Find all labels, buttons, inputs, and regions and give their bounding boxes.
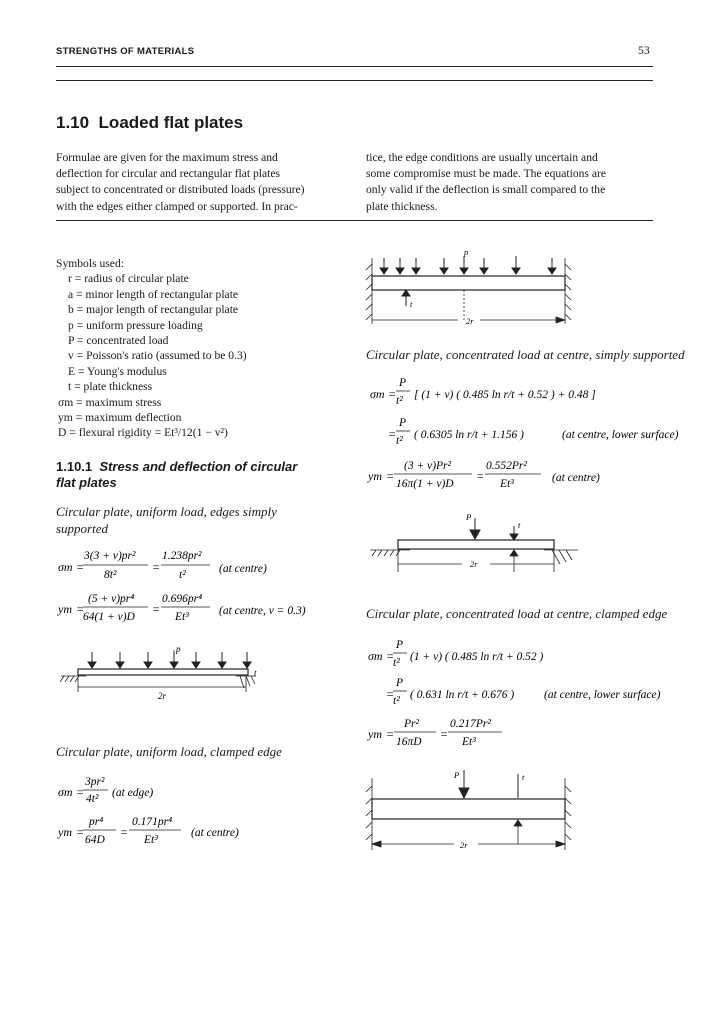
eq-sign: = xyxy=(76,602,85,616)
frac-den: 16πD xyxy=(396,736,422,748)
load-label: p xyxy=(176,644,181,654)
frac-den: 16π(1 + v)D xyxy=(396,478,454,490)
sigma-symbol: σm xyxy=(370,387,385,401)
load-label: P xyxy=(454,770,460,780)
frac-num: 0.696pr⁴ xyxy=(162,593,203,605)
symbol-item: σm = maximum stress xyxy=(58,395,162,409)
frac-num: 1.238pr² xyxy=(162,550,202,562)
page-number: 53 xyxy=(638,45,651,57)
frac-den: 8t² xyxy=(104,569,117,581)
frac-num: P xyxy=(399,417,407,429)
intro-right xyxy=(366,150,653,215)
frac-den: t² xyxy=(393,695,400,707)
frac-num: 0.552Pr² xyxy=(486,460,527,472)
eq-sign: = xyxy=(152,560,161,574)
eq-note: (at centre) xyxy=(552,472,600,484)
intro-line: subject to concentrated or distributed loads (pressure) xyxy=(56,183,305,197)
symbol-item: E = Young's modulus xyxy=(68,364,167,378)
frac-num: P xyxy=(399,377,407,389)
caption-line: supported xyxy=(56,521,108,536)
frac-den: Et³ xyxy=(500,478,514,490)
symbols-heading: Symbols used: xyxy=(56,257,124,270)
case1-diagram xyxy=(56,642,296,706)
eq-sign: = xyxy=(476,469,485,483)
load-label: p xyxy=(464,247,469,257)
case4-equations xyxy=(366,632,666,758)
symbol-item: a = minor length of rectangular plate xyxy=(68,287,239,301)
load-arrows xyxy=(470,518,518,540)
case3-diagram xyxy=(366,246,576,330)
header-rule-2 xyxy=(56,80,653,81)
eq-sign: = xyxy=(386,649,395,663)
eq-note: (at centre) xyxy=(219,563,267,575)
frac-den: t² xyxy=(396,395,403,407)
case4-diagram xyxy=(366,766,576,858)
eq-sign: = xyxy=(76,825,85,839)
intro-line: deflection for circular and rectangular flat plates xyxy=(56,167,281,181)
frac-num: 0.217Pr² xyxy=(450,718,491,730)
case3-caption: Circular plate, concentrated load at centre, simply supported xyxy=(366,347,685,362)
symbols-list xyxy=(56,256,346,441)
eq-sign: = xyxy=(76,560,85,574)
sigma-symbol: σm xyxy=(58,785,73,799)
eq-sign: = xyxy=(386,727,395,741)
load-arrow xyxy=(459,770,518,798)
eq-note: (at centre) xyxy=(191,827,239,839)
frac-den: t² xyxy=(179,569,186,581)
eq-sign: = xyxy=(76,785,85,799)
frac-den: t² xyxy=(393,657,400,669)
sigma-symbol: σm xyxy=(368,649,383,663)
thickness-label: t xyxy=(522,772,525,782)
y-symbol: ym xyxy=(58,825,72,839)
eq-sign: = xyxy=(152,602,161,616)
frac-num: 3(3 + v)pr² xyxy=(84,550,136,562)
subsection-heading xyxy=(56,459,297,491)
case2-caption: Circular plate, uniform load, clamped edge xyxy=(56,744,282,759)
y-symbol: ym xyxy=(58,602,72,616)
frac-den: 64(1 + v)D xyxy=(83,611,135,623)
frac-den: 64D xyxy=(85,834,105,846)
section-title xyxy=(56,113,243,133)
frac-num: pr⁴ xyxy=(89,816,104,828)
symbol-item: r = radius of circular plate xyxy=(68,272,189,286)
frac-num: 3pr² xyxy=(85,776,105,788)
eq-note: (at centre, lower surface) xyxy=(544,689,661,701)
thickness-label: t xyxy=(254,668,257,678)
span-label: 2r xyxy=(460,840,468,850)
frac-den: 4t² xyxy=(86,793,99,805)
eq-sign: = xyxy=(440,727,449,741)
running-title: STRENGTHS OF MATERIALS xyxy=(56,46,195,57)
section-title-text: Loaded flat plates xyxy=(98,113,244,132)
plate xyxy=(398,540,554,549)
eq-sign: = xyxy=(386,687,395,701)
frac-num: 0.171pr⁴ xyxy=(132,816,173,828)
frac-num: (3 + v)Pr² xyxy=(404,460,451,472)
eq-note: (at centre, lower surface) xyxy=(562,429,679,441)
thickness-label: t xyxy=(518,520,521,530)
intro-line: Formulae are given for the maximum stress and xyxy=(56,151,278,164)
symbol-item: v = Poisson's ratio (assumed to be 0.3) xyxy=(68,349,247,363)
frac-num: P xyxy=(396,677,404,689)
thickness-marker xyxy=(402,290,410,306)
symbol-item: p = uniform pressure loading xyxy=(68,318,203,332)
symbol-item: P = concentrated load xyxy=(68,334,169,348)
section-number: 1.10 xyxy=(56,113,90,132)
header-rule-1 xyxy=(56,66,653,67)
span-label: 2r xyxy=(158,691,167,701)
sigma-symbol: σm xyxy=(58,560,73,574)
y-symbol: ym xyxy=(368,469,382,483)
symbol-item: t = plate thickness xyxy=(68,380,153,394)
intro-rule xyxy=(56,220,653,221)
frac-den: Et³ xyxy=(175,611,189,623)
load-arrows xyxy=(380,256,556,274)
supports xyxy=(60,650,256,692)
caption-line: Circular plate, uniform load, edges simply xyxy=(56,504,277,519)
frac-num: P xyxy=(396,639,404,651)
frac-den: Et³ xyxy=(462,736,476,748)
plate xyxy=(372,799,565,819)
intro-line: some compromise must be made. The equations are xyxy=(366,167,606,181)
bracket-expression: ( 0.631 ln r/t + 0.676 ) xyxy=(410,689,515,701)
bracket-expression: [ (1 + v) ( 0.485 ln r/t + 0.52 ) + 0.48 ] xyxy=(414,389,596,401)
case3-equations xyxy=(366,370,679,500)
subsection-title-2: flat plates xyxy=(56,475,117,490)
span-label: 2r xyxy=(466,316,474,326)
symbol-item: D = flexural rigidity = Et³/12(1 − v²) xyxy=(58,426,228,440)
bracket-expression: (1 + v) ( 0.485 ln r/t + 0.52 ) xyxy=(410,651,544,663)
frac-den: t² xyxy=(396,435,403,447)
subsection-number: 1.10.1 xyxy=(56,459,93,474)
symbol-item: b = major length of rectangular plate xyxy=(68,303,239,317)
intro-line: with the edges either clamped or supported. In prac- xyxy=(56,199,298,213)
case2-equations xyxy=(56,772,346,852)
eq-note: (at edge) xyxy=(112,787,154,799)
eq-sign: = xyxy=(386,469,395,483)
thickness-label: t xyxy=(410,299,413,309)
y-symbol: ym xyxy=(368,727,382,741)
frac-den: Et³ xyxy=(144,834,158,846)
symbol-item: ym = maximum deflection xyxy=(58,411,182,425)
case1-equations xyxy=(56,545,346,627)
span-label: 2r xyxy=(470,559,478,569)
load-arrows xyxy=(88,652,251,668)
frac-num: Pr² xyxy=(404,718,419,730)
eq-sign: = xyxy=(120,825,129,839)
eq-sign: = xyxy=(388,387,397,401)
plate xyxy=(78,669,248,675)
case3-support-diagram xyxy=(366,512,586,582)
load-label: P xyxy=(466,512,472,522)
intro-line: only valid if the deflection is small compared to the xyxy=(366,183,606,197)
frac-num: (5 + v)pr⁴ xyxy=(88,593,135,605)
span-dimension xyxy=(372,820,565,847)
eq-sign: = xyxy=(388,427,397,441)
bracket-expression: ( 0.6305 ln r/t + 1.156 ) xyxy=(414,429,524,441)
plate xyxy=(372,276,565,290)
case1-caption xyxy=(56,503,277,537)
intro-line: plate thickness. xyxy=(366,199,438,213)
eq-note: (at centre, v = 0.3) xyxy=(219,605,306,617)
intro-line: tice, the edge conditions are usually uncertain and xyxy=(366,151,598,164)
intro-left xyxy=(56,150,346,215)
case4-caption: Circular plate, concentrated load at centre, clamped edge xyxy=(366,606,668,621)
subsection-title-1: Stress and deflection of circular xyxy=(99,459,298,474)
